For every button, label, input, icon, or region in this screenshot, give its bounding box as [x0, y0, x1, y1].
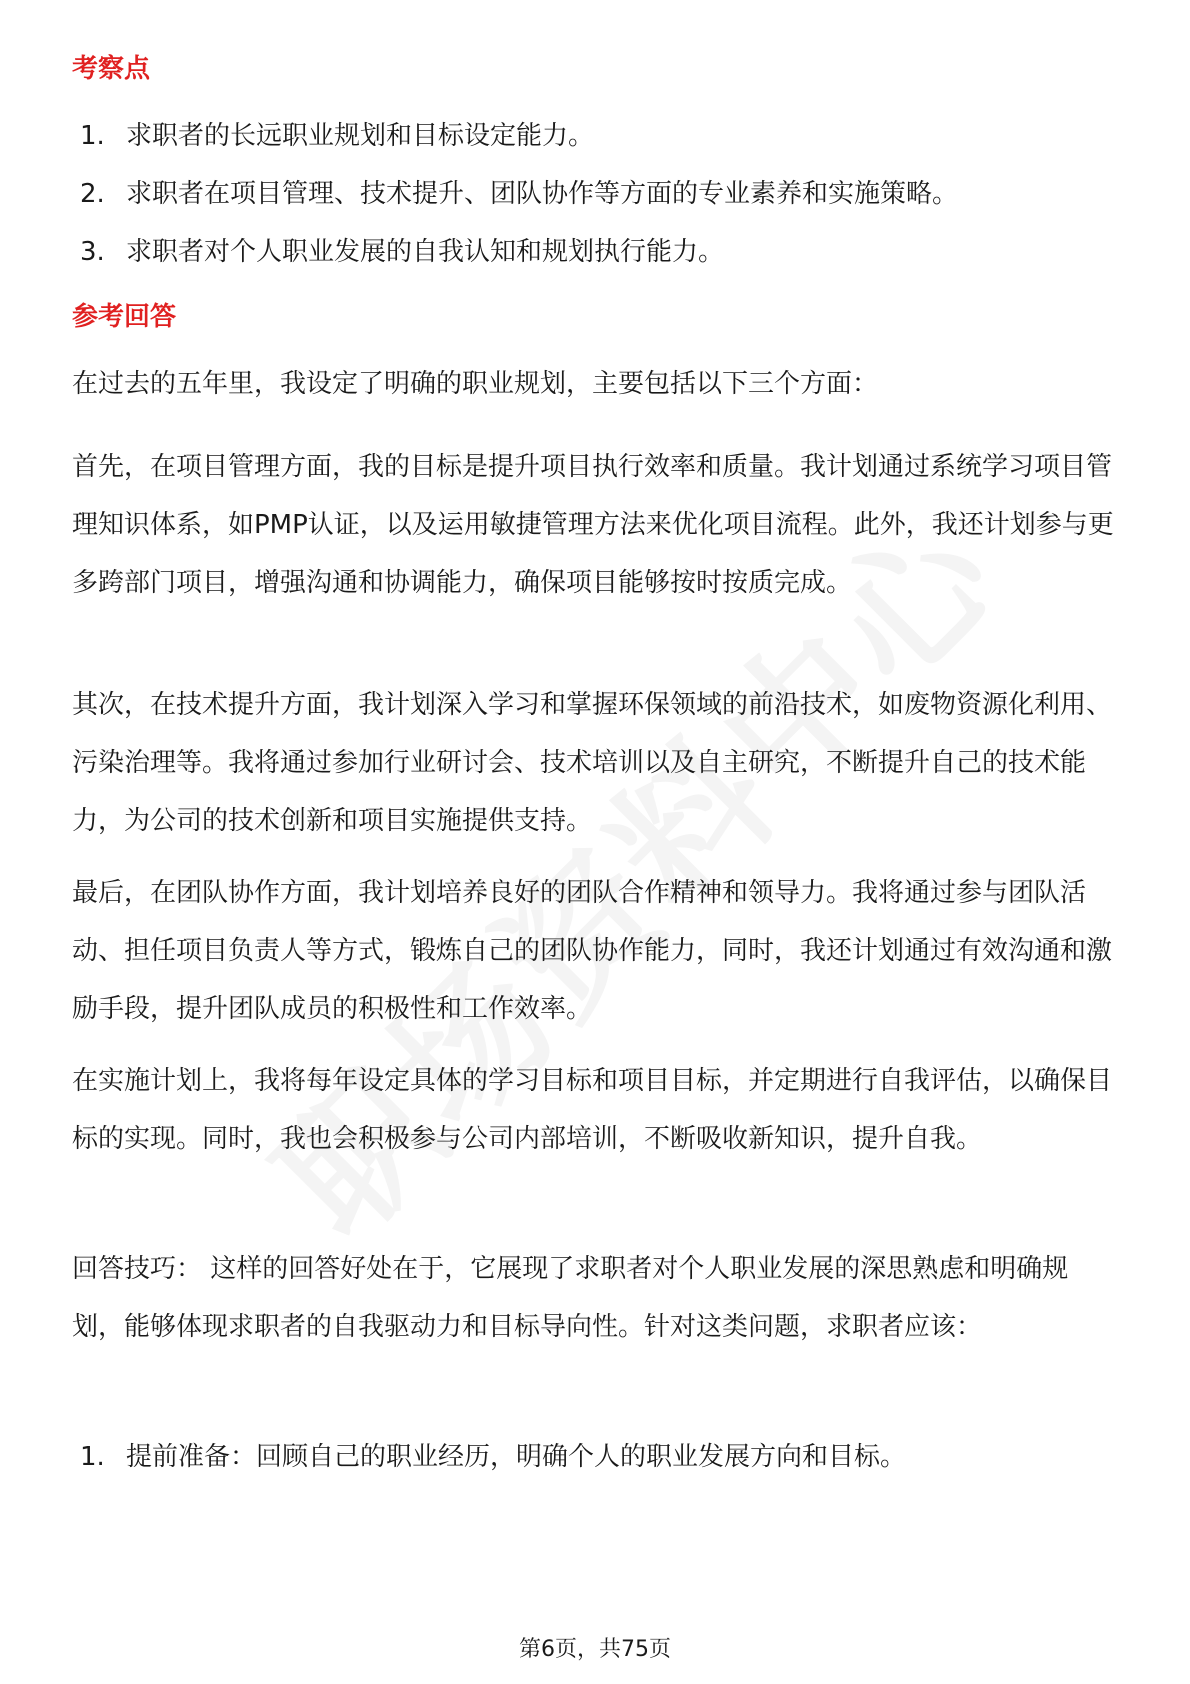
- points-list: [80, 107, 1120, 281]
- page-number: 第6页，共75页: [519, 1637, 671, 1662]
- teamwork-paragraph: 最后，在团队协作方面，我计划培养良好的团队合作精神和领导力。我将通过参与团队活动、担任项目负责人等方式，锻炼自己的团队协作能力，同时，我还计划通过有效沟通和激励手段，提升团队成员的积极性和工作效率。: [72, 878, 1113, 1024]
- project-management-paragraph: 首先，在项目管理方面，我的目标是提升项目执行效率和质量。我计划通过系统学习项目管理知识体系，如PMP认证，以及运用敏捷管理方法来优化项目流程。此外，我还计划参与更多跨部门项目，增强沟通和协调能力，确保项目能够按时按质完成。: [72, 452, 1114, 598]
- list-text: 求职者在项目管理、技术提升、团队协作等方面的专业素养和实施策略。: [126, 179, 959, 209]
- implementation-paragraph: 在实施计划上，我将每年设定具体的学习目标和项目目标，并定期进行自我评估，以确保目标的实现。同时，我也会积极参与公司内部培训，不断吸收新知识，提升自我。: [72, 1066, 1113, 1154]
- list-item: [80, 1428, 1120, 1486]
- list-item: [80, 165, 1120, 223]
- list-text: 提前准备：回顾自己的职业经历，明确个人的职业发展方向和目标。: [126, 1442, 907, 1472]
- answer-heading: 参考回答: [72, 302, 177, 332]
- list-number: 3.: [80, 237, 105, 267]
- list-number: 1.: [80, 121, 105, 151]
- list-item: [80, 223, 1120, 281]
- list-item: [80, 107, 1120, 165]
- tips-list: [80, 1428, 1120, 1486]
- answer-intro-paragraph: 在过去的五年里，我设定了明确的职业规划，主要包括以下三个方面：: [72, 369, 879, 399]
- technical-paragraph: 其次，在技术提升方面，我计划深入学习和掌握环保领域的前沿技术，如废物资源化利用、污染治理等。我将通过参加行业研讨会、技术培训以及自主研究，不断提升自己的技术能力，为公司的技术创新和项目实施提供支持。: [72, 690, 1113, 836]
- points-heading: 考察点: [72, 54, 151, 84]
- answer-tips-paragraph: 回答技巧： 这样的回答好处在于，它展现了求职者对个人职业发展的深思熟虑和明确规划，能够体现求职者的自我驱动力和目标导向性。针对这类问题，求职者应该：: [72, 1254, 1069, 1342]
- list-text: 求职者对个人职业发展的自我认知和规划执行能力。: [126, 237, 725, 267]
- list-text: 求职者的长远职业规划和目标设定能力。: [126, 121, 595, 151]
- list-number: 1.: [80, 1442, 105, 1472]
- list-number: 2.: [80, 179, 105, 209]
